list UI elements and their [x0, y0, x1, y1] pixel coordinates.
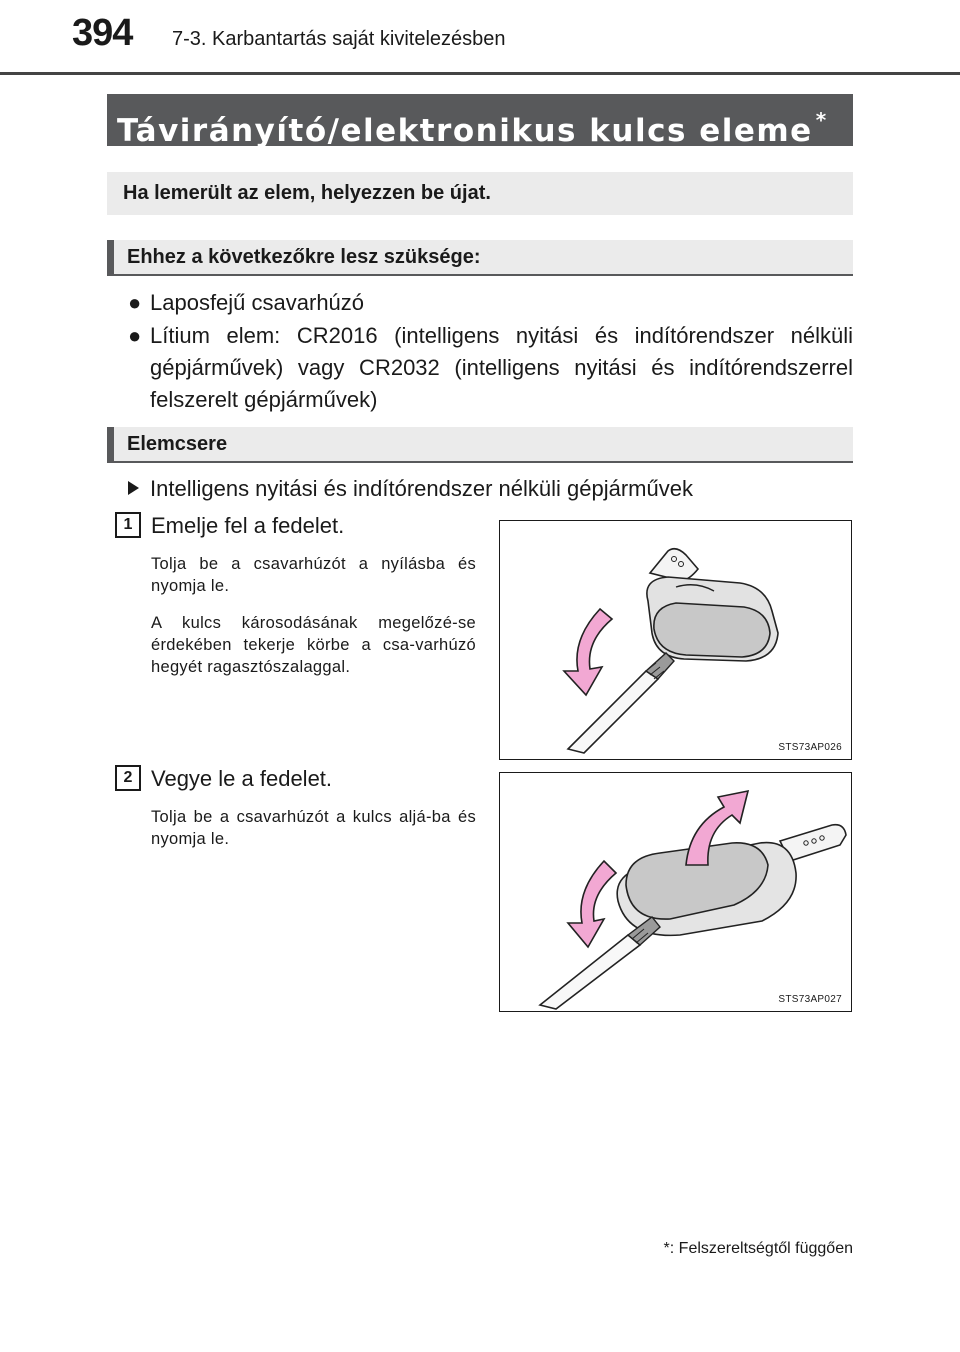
footnote	[630, 1240, 853, 1258]
page-number: 394	[72, 12, 133, 54]
vehicle-type-text: Intelligens nyitási és indítórendszer nélküli gépjárművek	[150, 476, 693, 501]
bullet-icon: ●	[128, 290, 142, 315]
page-title	[107, 94, 853, 149]
list-item	[128, 287, 853, 319]
vehicle-type-item	[128, 476, 693, 502]
intro-box	[107, 172, 853, 215]
step-2-title: Vegye le a fedelet.	[151, 766, 333, 791]
figure-lift-cover	[499, 520, 852, 760]
list-item	[128, 320, 853, 416]
step-number-1: 1	[115, 512, 141, 538]
step-1-note: Tolja be a csavarhúzót a nyílásba és nyomja le.	[151, 555, 476, 595]
figure-code: STS73AP027	[778, 994, 842, 1005]
intro-text: Ha lemerült az elem, helyezzen be újat.	[123, 182, 491, 204]
running-title: 7-3. Karbantartás saját kivitelezésben	[172, 28, 506, 50]
section-heading-requirements	[107, 240, 853, 276]
step-1-title: Emelje fel a fedelet.	[151, 513, 345, 538]
list-item-text: Lítium elem: CR2016 (intelligens nyitási és indítórendszer nélküli gépjárművek) vagy CR2032 (intelligens nyitási és indítórendszerrel felszerelt gépjárművek)	[150, 323, 853, 412]
step-number-2: 2	[115, 765, 141, 791]
figure-remove-cover	[499, 772, 852, 1012]
footnote-asterisk: *	[663, 1240, 670, 1257]
key-illustration	[500, 773, 851, 1011]
step-1-note: A kulcs károsodásának megelőzé-se érdekében tekerje körbe a csa-varhúzó hegyét ragasztószalaggal.	[151, 614, 476, 676]
title-asterisk: *	[815, 108, 828, 132]
section-heading-replacement	[107, 427, 853, 463]
section-heading-text: Elemcsere	[127, 433, 228, 455]
key-illustration	[500, 521, 851, 759]
page-title-text: Távirányító/elektronikus kulcs eleme	[117, 113, 813, 149]
bullet-icon: ●	[128, 323, 142, 348]
footnote-text: : Felszereltségtől függően	[669, 1240, 853, 1257]
step-2-note: Tolja be a csavarhúzót a kulcs aljá-ba és nyomja le.	[151, 808, 476, 848]
section-heading-text: Ehhez a következőkre lesz szüksége:	[127, 246, 481, 268]
figure-code: STS73AP026	[778, 742, 842, 753]
triangle-bullet-icon	[128, 481, 139, 495]
list-item-text: Laposfejű csavarhúzó	[150, 290, 365, 315]
header-rule	[0, 72, 960, 75]
